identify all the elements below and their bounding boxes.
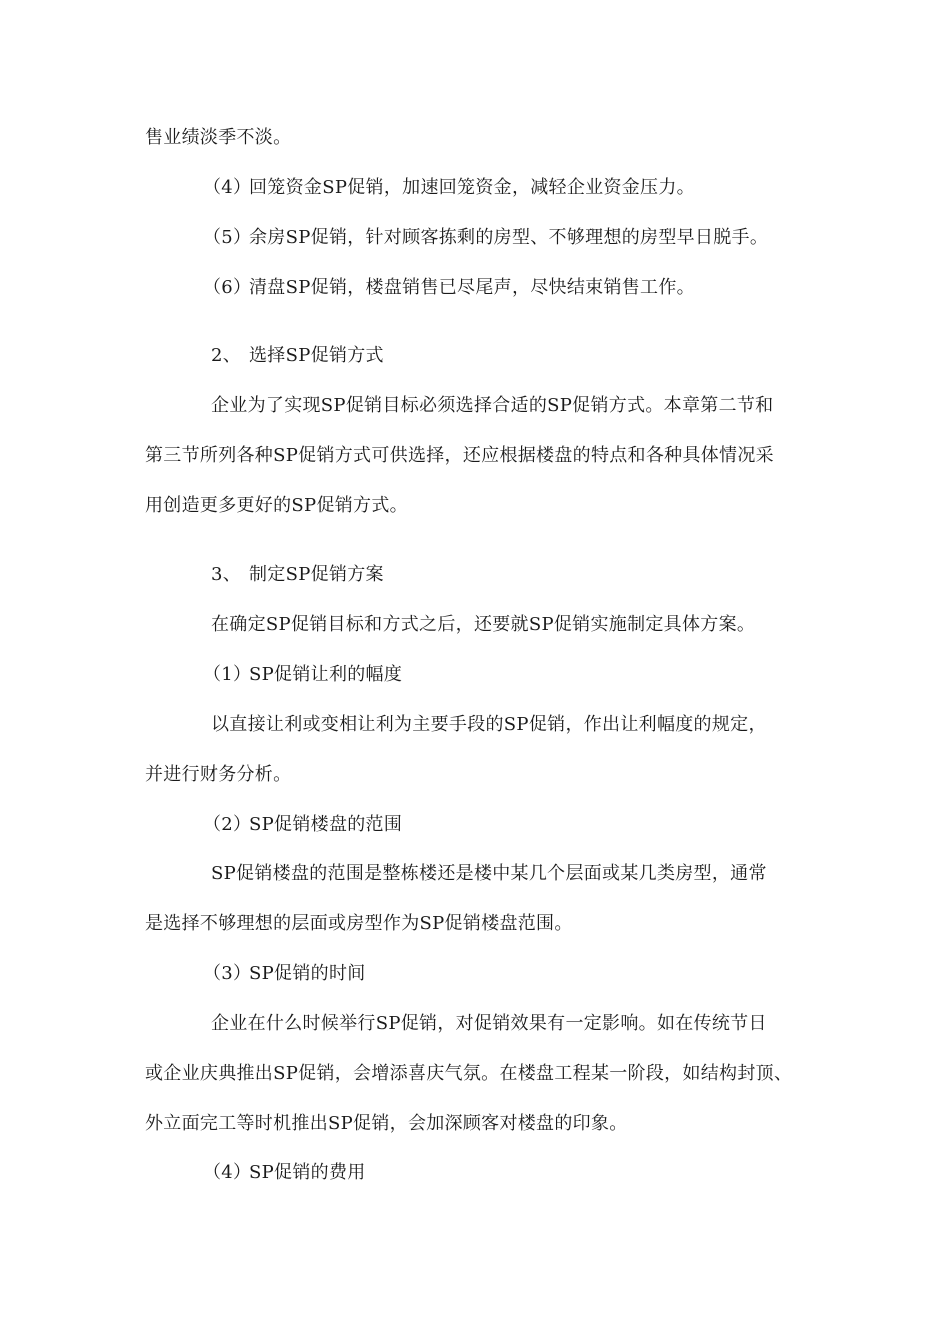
subsection-title: SP促销楼盘的范围 [249,814,403,835]
list-marker: （6） [203,277,252,298]
list-marker: （3） [203,963,252,984]
text: 第三节所列各种SP促销方式可供选择，还应根据楼盘的特点和各种具体情况采 [145,445,774,466]
paragraph-continuation [145,126,291,150]
text: 在确定SP促销目标和方式之后，还要就SP促销实施制定具体方案。 [211,614,756,635]
text: 用创造更多更好的SP促销方式。 [145,495,408,516]
text: 或企业庆典推出SP促销，会增添喜庆气氛。在楼盘工程某一阶段，如结构封顶、 [145,1063,793,1084]
list-marker: （2） [203,814,252,835]
paragraph-line [145,444,774,468]
subsection-heading [203,962,366,986]
paragraph-line [211,613,755,637]
text: 售业绩淡季不淡。 [145,127,292,148]
paragraph-line [211,862,767,886]
text: SP促销楼盘的范围是整栋楼还是楼中某几个层面或某几类房型，通常 [211,863,767,884]
section-title: 制定SP促销方案 [249,564,384,585]
section-title: 选择SP促销方式 [249,345,384,366]
paragraph-line [211,1012,767,1036]
section-number: 3、 [211,564,242,585]
subsection-heading [203,813,402,837]
list-marker: （5） [203,227,252,248]
text: 企业为了实现SP促销目标必须选择合适的SP促销方式。本章第二节和 [211,395,774,416]
list-item [203,226,768,250]
section-heading [211,344,384,368]
paragraph-line [211,394,773,418]
list-item [203,176,695,200]
paragraph-line [145,763,291,787]
list-text: 余房SP促销，针对顾客拣剩的房型、不够理想的房型早日脱手。 [249,227,769,248]
list-marker: （4） [203,177,252,198]
text: 企业在什么时候举行SP促销，对促销效果有一定影响。如在传统节日 [211,1013,767,1034]
paragraph-line [145,1112,628,1136]
subsection-heading [203,1161,366,1185]
text: 以直接让利或变相让利为主要手段的SP促销，作出让利幅度的规定， [211,714,767,735]
section-heading [211,563,384,587]
subsection-title: SP促销的时间 [249,963,366,984]
paragraph-line [211,713,767,737]
text: 是选择不够理想的层面或房型作为SP促销楼盘范围。 [145,913,573,934]
paragraph-line [145,1062,792,1086]
list-marker: （4） [203,1162,252,1183]
paragraph-line [145,912,573,936]
list-text: 回笼资金SP促销，加速回笼资金，减轻企业资金压力。 [249,177,695,198]
text: 外立面完工等时机推出SP促销，会加深顾客对楼盘的印象。 [145,1113,628,1134]
paragraph-line [145,494,408,518]
list-marker: （1） [203,664,252,685]
text: 并进行财务分析。 [145,764,292,785]
section-number: 2、 [211,345,242,366]
list-text: 清盘SP促销，楼盘销售已尽尾声，尽快结束销售工作。 [249,277,695,298]
subsection-heading [203,663,402,687]
subsection-title: SP促销让利的幅度 [249,664,403,685]
list-item [203,276,695,300]
subsection-title: SP促销的费用 [249,1162,366,1183]
